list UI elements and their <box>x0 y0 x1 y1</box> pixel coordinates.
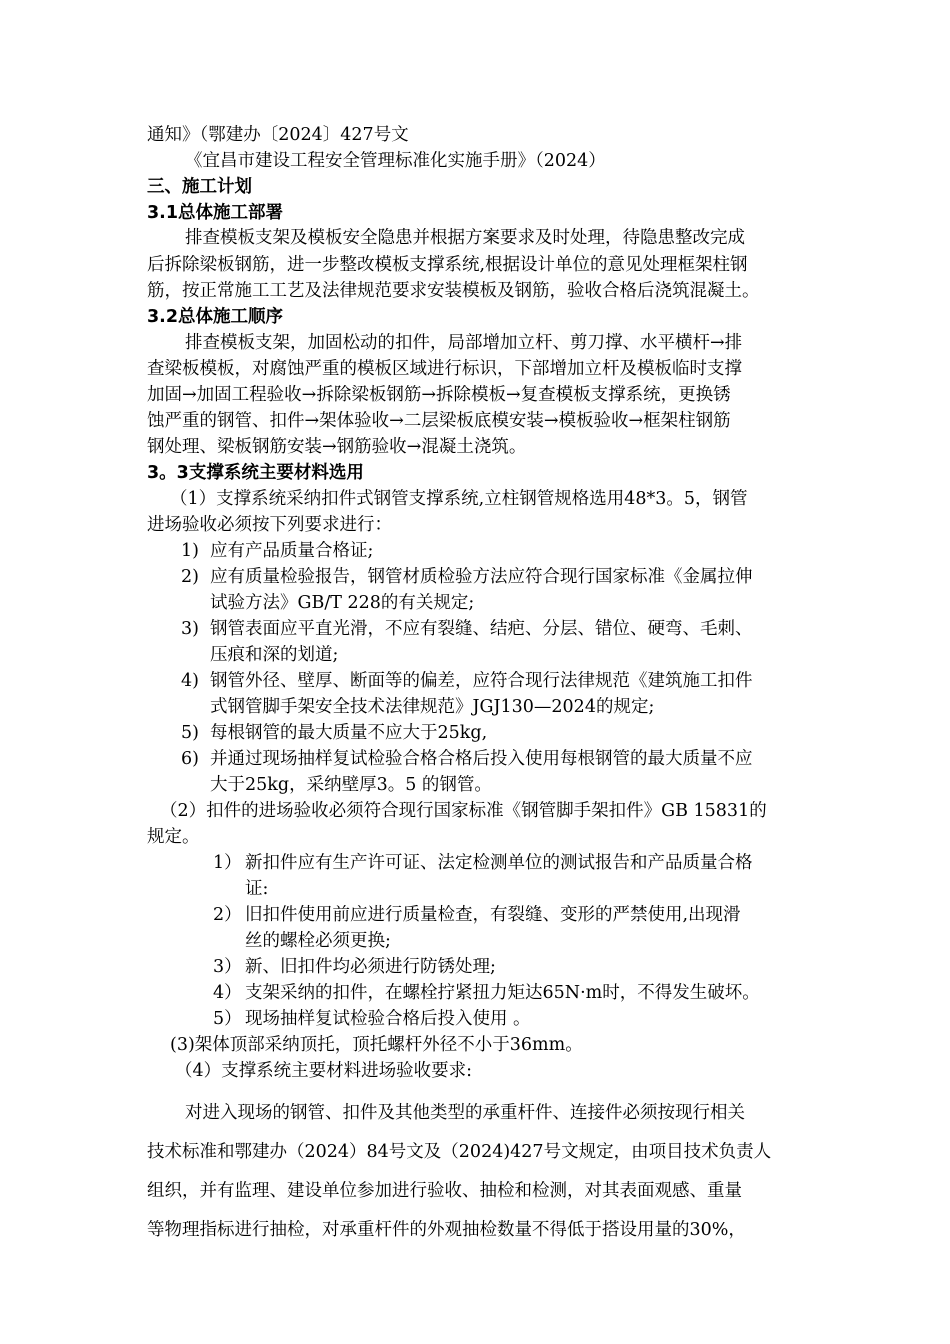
paragraph-line: 组织，并有监理、建设单位参加进行验收、抽检和检测，对其表面观感、重量 <box>147 1181 742 1201</box>
paragraph-line: 规定。 <box>147 827 200 847</box>
list-number: 4） <box>213 983 242 1003</box>
list-item-continuation: 大于25kg，采纳壁厚3。5 的钢管。 <box>210 775 492 795</box>
paragraph-line: 蚀严重的钢管、扣件→架体验收→二层梁板底模安装→模板验收→框架柱钢筋 <box>147 411 731 431</box>
paragraph-line: 查梁板模板，对腐蚀严重的模板区域进行标识，下部增加立杆及模板临时支撑 <box>147 359 742 379</box>
list-number: 3） <box>213 957 242 977</box>
list-item: 钢管外径、壁厚、断面等的偏差，应符合现行法律规范《建筑施工扣件 <box>210 671 753 691</box>
list-item: 支架采纳的扣件，在螺栓拧紧扭力矩达65N·m时，不得发生破坏。 <box>245 983 760 1003</box>
paragraph-line: (3)架体顶部采纳顶托，顶托螺杆外径不小于36mm。 <box>170 1035 583 1055</box>
list-number: 5) <box>181 723 199 743</box>
paragraph-line: 技术标准和鄂建办（2024）84号文及（2024)427号文规定，由项目技术负责人 <box>147 1142 772 1162</box>
list-item-continuation: 式钢管脚手架安全技术法律规范》JGJ130—2024的规定; <box>210 697 655 717</box>
list-item-continuation: 试验方法》GB/T 228的有关规定; <box>210 593 475 613</box>
list-number: 1） <box>213 853 242 873</box>
list-item: 现场抽样复试检验合格后投入使用 。 <box>245 1009 531 1029</box>
list-item-continuation: 压痕和深的划道; <box>210 645 339 665</box>
list-number: 1) <box>181 541 199 561</box>
text-line: 通知》（鄂建办〔2024〕427号文 <box>147 125 409 145</box>
list-number: 2) <box>181 567 199 587</box>
list-item-continuation: 丝的螺栓必须更换; <box>245 931 391 951</box>
paragraph-line: 进场验收必须按下列要求进行： <box>147 515 392 535</box>
paragraph-line: （2）扣件的进场验收必须符合现行国家标准《钢管脚手架扣件》GB 15831的 <box>160 801 767 821</box>
list-item: 旧扣件使用前应进行质量检查，有裂缝、变形的严禁使用,出现滑 <box>245 905 741 925</box>
list-item: 新、旧扣件均必须进行防锈处理; <box>245 957 496 977</box>
subsection-heading: 3.2总体施工顺序 <box>147 307 284 327</box>
list-item: 并通过现场抽样复试检验合格合格后投入使用每根钢管的最大质量不应 <box>210 749 753 769</box>
list-item-continuation: 证: <box>245 879 269 899</box>
section-heading: 三、施工计划 <box>147 177 252 197</box>
subsection-heading: 3.1总体施工部署 <box>147 203 284 223</box>
paragraph-line: 加固→加固工程验收→拆除梁板钢筋→拆除模板→复查模板支撑系统，更换锈 <box>147 385 731 405</box>
list-number: 4) <box>181 671 199 691</box>
paragraph-line: 后拆除梁板钢筋，进一步整改模板支撑系统,根据设计单位的意见处理框架柱钢 <box>147 255 748 275</box>
list-number: 3) <box>181 619 199 639</box>
list-item: 每根钢管的最大质量不应大于25kg, <box>210 723 488 743</box>
list-number: 2） <box>213 905 242 925</box>
paragraph-line: 等物理指标进行抽检，对承重杆件的外观抽检数量不得低于搭设用量的30%， <box>147 1220 746 1240</box>
list-item: 应有质量检验报告，钢管材质检验方法应符合现行国家标准《金属拉伸 <box>210 567 753 587</box>
paragraph-line: （4）支撑系统主要材料进场验收要求: <box>175 1061 473 1081</box>
paragraph-line: 筋，按正常施工工艺及法律规范要求安装模板及钢筋，验收合格后浇筑混凝土。 <box>147 281 760 301</box>
paragraph-line: 排查模板支架及模板安全隐患并根据方案要求及时处理，待隐患整改完成 <box>185 228 745 248</box>
list-item: 应有产品质量合格证; <box>210 541 374 561</box>
list-item: 钢管表面应平直光滑，不应有裂缝、结疤、分层、错位、硬弯、毛刺、 <box>210 619 753 639</box>
list-item: 新扣件应有生产许可证、法定检测单位的测试报告和产品质量合格 <box>245 853 753 873</box>
paragraph-line: 对进入现场的钢管、扣件及其他类型的承重杆件、连接件必须按现行相关 <box>185 1103 745 1123</box>
paragraph-line: 排查模板支架，加固松动的扣件，局部增加立杆、剪刀撑、水平横杆→排 <box>185 333 743 353</box>
list-number: 5） <box>213 1009 242 1029</box>
text-line: 《宜昌市建设工程安全管理标准化实施手册》（2024） <box>185 151 606 171</box>
paragraph-line: 钢处理、梁板钢筋安装→钢筋验收→混凝土浇筑。 <box>147 437 527 457</box>
paragraph-line: （1）支撑系统采纳扣件式钢管支撑系统,立柱钢管规格选用48*3。5，钢管 <box>170 489 748 509</box>
subsection-heading: 3。3支撑系统主要材料选用 <box>147 463 364 483</box>
list-number: 6) <box>181 749 199 769</box>
